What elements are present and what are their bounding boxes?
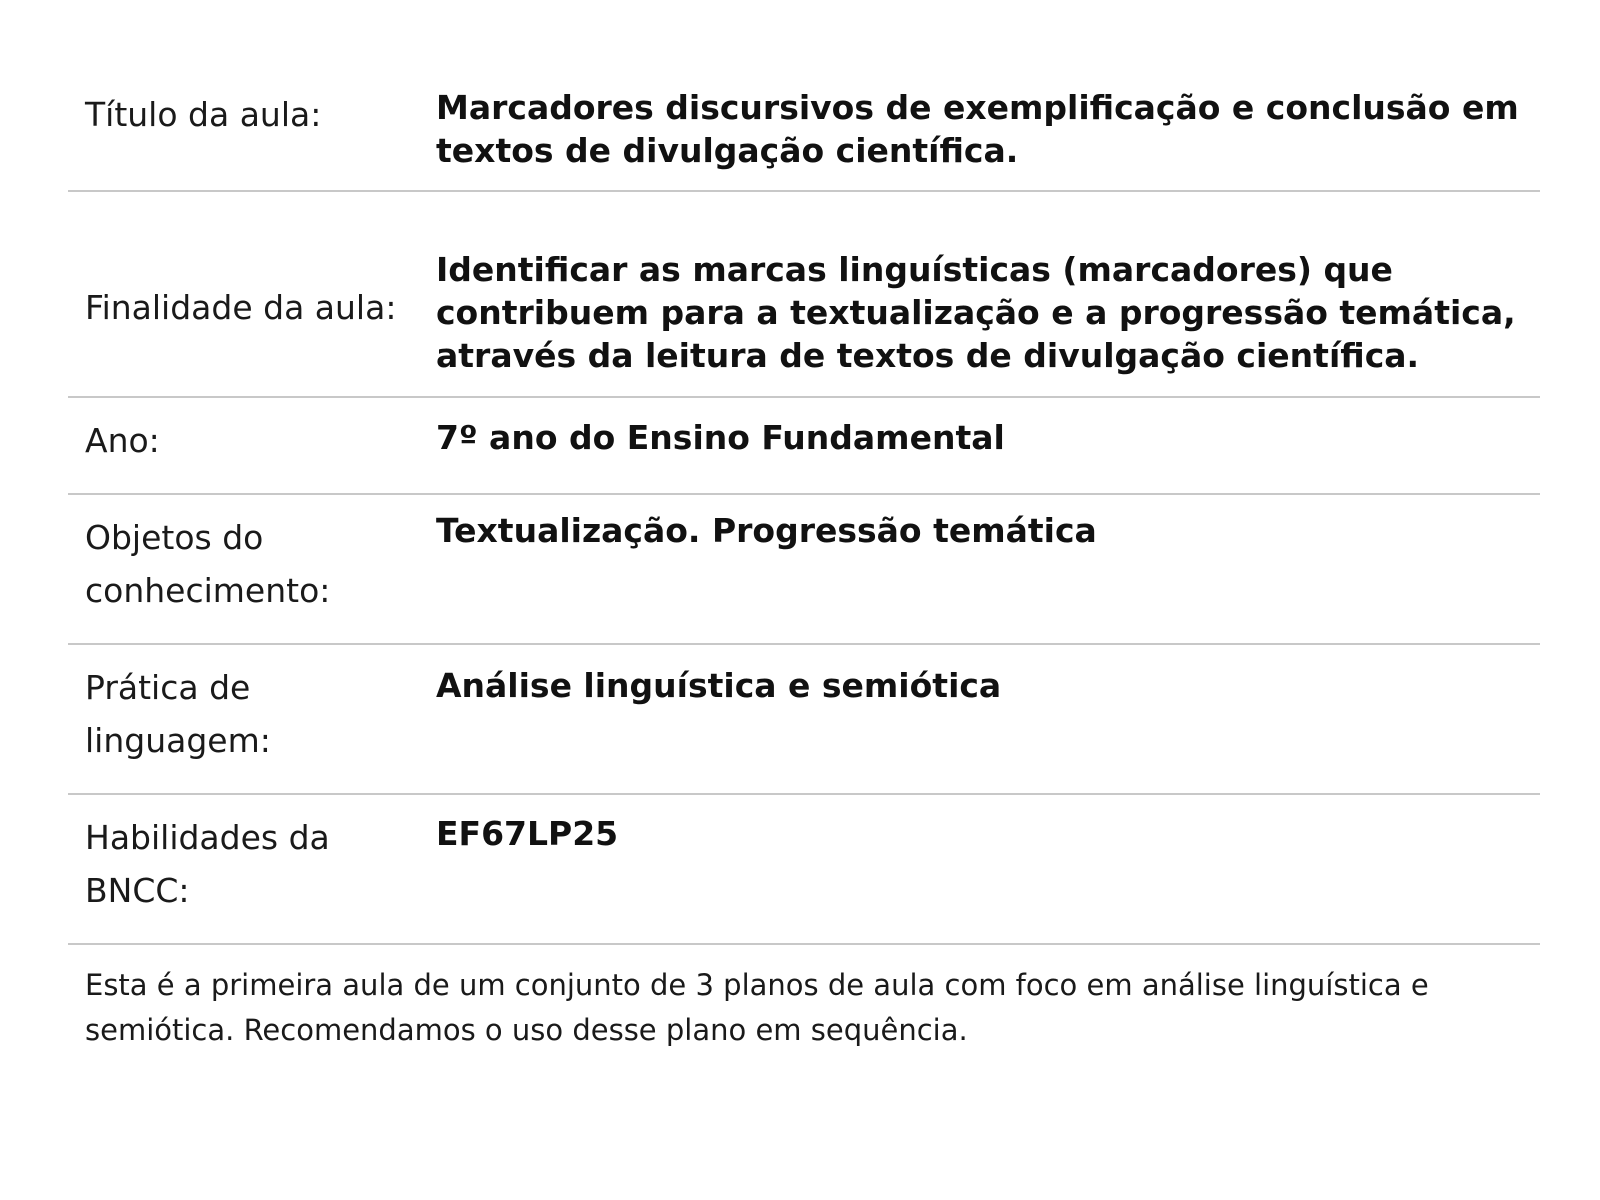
bncc-skills-label-line-2: BNCC: — [85, 871, 190, 910]
sequence-note — [68, 945, 1465, 1053]
lesson-title-line-1: Marcadores discursivos de exemplificação e conclusão em — [436, 88, 1519, 127]
bncc-skills-label — [68, 795, 436, 943]
language-practice-value — [436, 645, 1540, 793]
row-language-practice — [68, 645, 1540, 795]
lesson-title-label-text: Título da aula: — [85, 95, 322, 134]
language-practice-value-text: Análise linguística e semiótica — [436, 666, 1002, 705]
lesson-title-label — [68, 72, 436, 190]
lesson-purpose-line-2: contribuem para a textualização e a progressão temática, — [436, 293, 1516, 332]
school-year-value — [436, 398, 1540, 493]
knowledge-objects-label-line-2: conhecimento: — [85, 571, 331, 610]
lesson-purpose-label-text: Finalidade da aula: — [85, 288, 397, 327]
language-practice-label — [68, 645, 436, 793]
lesson-purpose-line-1: Identificar as marcas linguísticas (marcadores) que — [436, 250, 1393, 289]
knowledge-objects-value-text: Textualização. Progressão temática — [436, 511, 1097, 550]
knowledge-objects-value — [436, 495, 1540, 643]
knowledge-objects-label-line-1: Objetos do — [85, 518, 264, 557]
row-knowledge-objects — [68, 495, 1540, 645]
sequence-note-line-1: Esta é a primeira aula de um conjunto de 3 planos de aula com foco em análise linguística e — [85, 968, 1429, 1002]
bncc-skills-value-text: EF67LP25 — [436, 814, 619, 853]
bncc-skills-label-line-1: Habilidades da — [85, 818, 330, 857]
school-year-label — [68, 398, 436, 493]
language-practice-label-line-2: linguagem: — [85, 721, 271, 760]
lesson-title-line-2: textos de divulgação científica. — [436, 131, 1019, 170]
lesson-title-value — [436, 72, 1540, 190]
school-year-label-text: Ano: — [85, 421, 160, 460]
lesson-purpose-line-3: através da leitura de textos de divulgação científica. — [436, 336, 1420, 375]
lesson-purpose-value — [436, 192, 1540, 396]
lesson-plan-table — [68, 72, 1540, 1053]
row-bncc-skills — [68, 795, 1540, 945]
row-school-year — [68, 398, 1540, 495]
school-year-value-text: 7º ano do Ensino Fundamental — [436, 418, 1005, 457]
row-lesson-purpose — [68, 192, 1540, 398]
language-practice-label-line-1: Prática de — [85, 668, 251, 707]
lesson-purpose-label — [68, 192, 436, 396]
knowledge-objects-label — [68, 495, 436, 643]
sequence-note-line-2: semiótica. Recomendamos o uso desse plano em sequência. — [85, 1013, 968, 1047]
row-lesson-title — [68, 72, 1540, 192]
bncc-skills-value — [436, 795, 1540, 943]
